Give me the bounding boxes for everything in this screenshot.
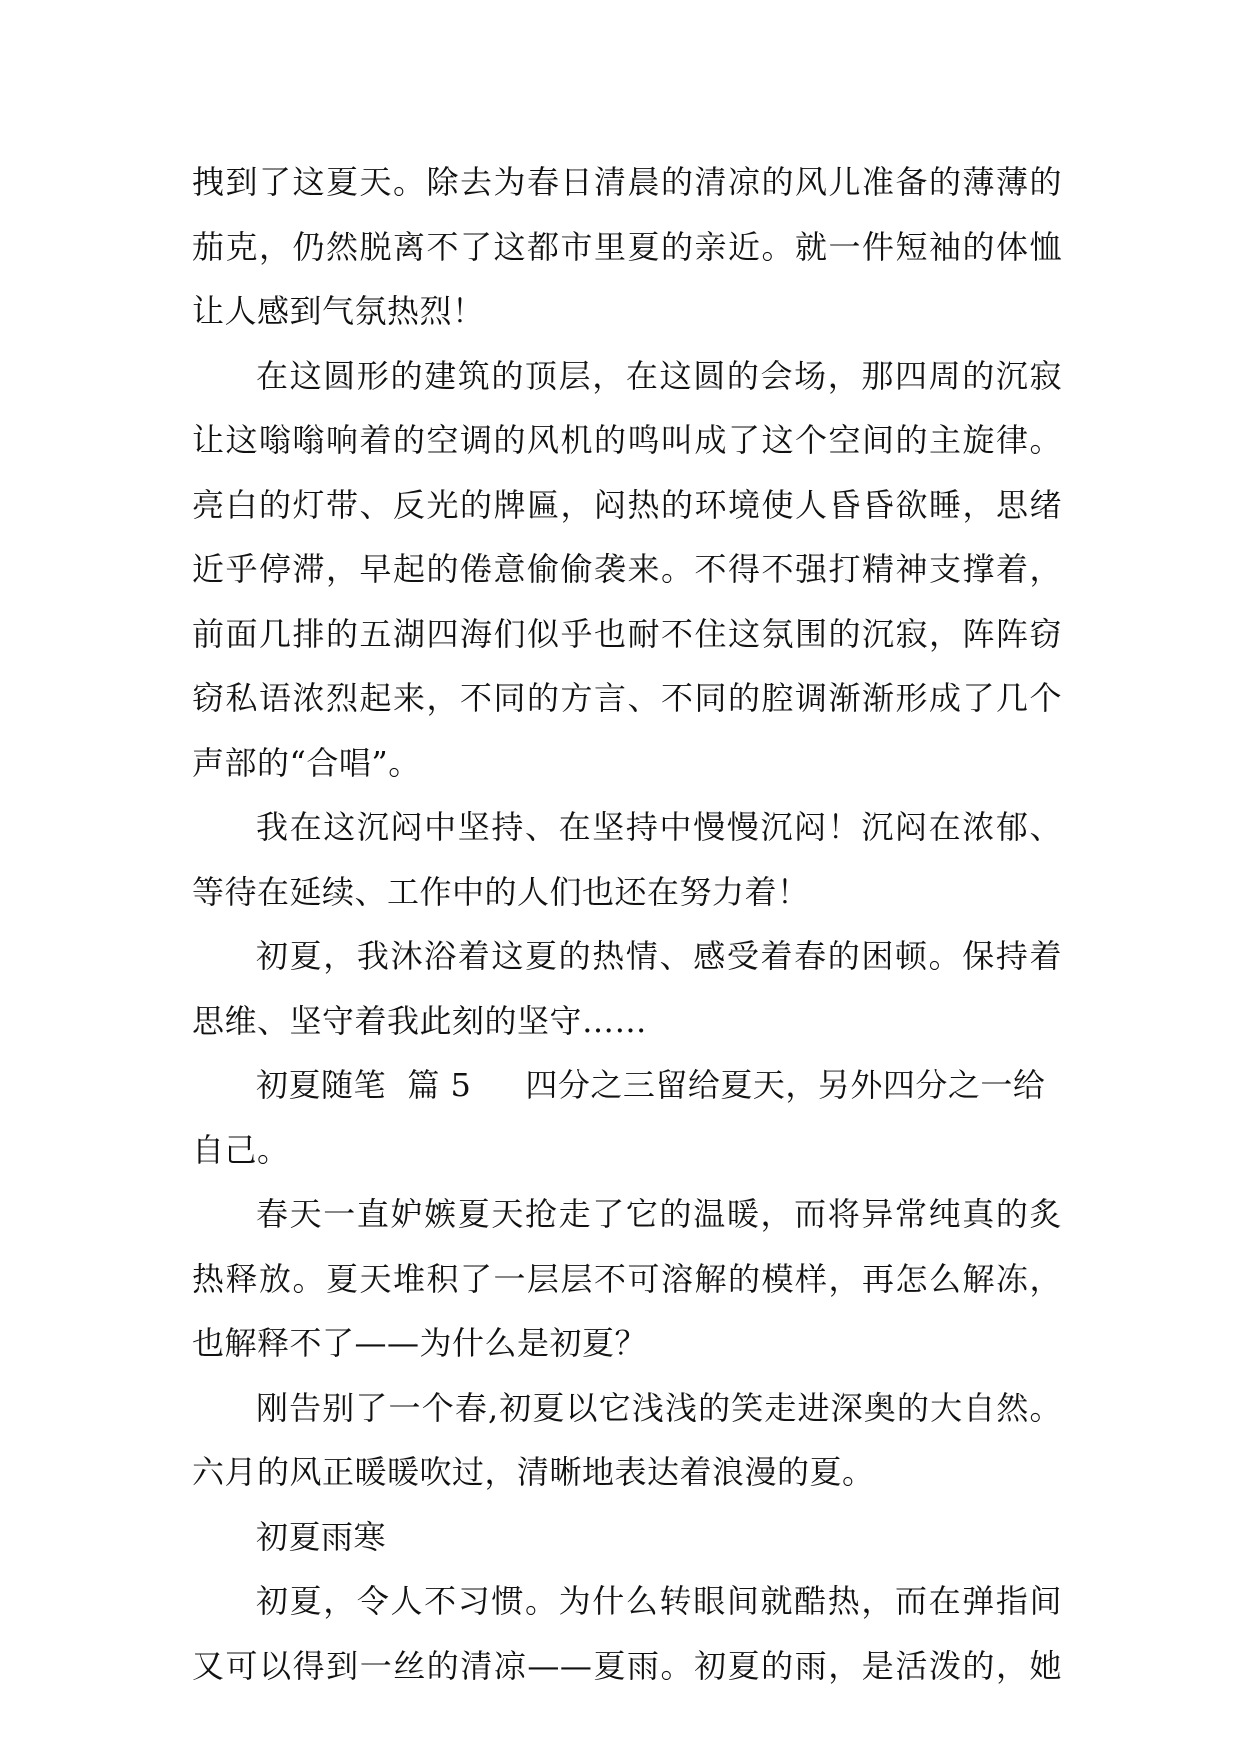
text-line: 自己。 [192, 1130, 290, 1169]
section-title: 初夏随笔 [256, 1066, 387, 1104]
text-line: 六月的风正暖暖吹过，清晰地表达着浪漫的夏。 [192, 1453, 875, 1491]
text-line: 前面几排的五湖四海们似乎也耐不住这氛围的沉寂，阵阵窃 [192, 614, 1062, 653]
text-line: 让这嗡嗡响着的空调的风机的鸣叫成了这个空间的主旋律。 [192, 421, 1062, 459]
text-line: 亮白的灯带、反光的牌匾，闷热的环境使人昏昏欲睡，思绪 [192, 485, 1062, 524]
paragraph-first-line: 刚告别了一个春,初夏以它浅浅的笑走进深奥的大自然。 [256, 1388, 1062, 1427]
text-line: 思维、坚守着我此刻的坚守…… [192, 1001, 648, 1040]
text-line: 窃私语浓烈起来，不同的方言、不同的腔调渐渐形成了几个 [192, 679, 1062, 717]
subheading: 初夏雨寒 [256, 1517, 387, 1556]
section-label: 篇 5 [407, 1066, 472, 1104]
body-text [192, 150, 1062, 1698]
text-line: 又可以得到一丝的清凉——夏雨。初夏的雨，是活泼的，她 [192, 1646, 1062, 1685]
paragraph-first-line: 春天一直妒嫉夏天抢走了它的温暖，而将异常纯真的炙 [256, 1195, 1062, 1233]
paragraph-first-line: 我在这沉闷中坚持、在坚持中慢慢沉闷！沉闷在浓郁、 [256, 808, 1062, 846]
text-line: 等待在延续、工作中的人们也还在努力着！ [192, 872, 810, 911]
text-line: 热释放。夏天堆积了一层层不可溶解的模样，再怎么解冻， [192, 1259, 1062, 1298]
text-line: 茄克，仍然脱离不了这都市里夏的亲近。就一件短袖的体恤 [192, 227, 1062, 266]
text-line: 也解释不了——为什么是初夏？ [192, 1324, 648, 1362]
text-line: 让人感到气氛热烈！ [192, 292, 485, 330]
text-line: 拽到了这夏天。除去为春日清晨的清凉的风儿准备的薄薄的 [192, 163, 1062, 201]
text-line: 近乎停滞，早起的倦意偷偷袭来。不得不强打精神支撑着， [192, 550, 1062, 588]
section-intro: 四分之三留给夏天，另外四分之一给 [525, 1066, 1046, 1104]
section-heading-line [192, 1053, 1062, 1118]
paragraph-first-line: 初夏，令人不习惯。为什么转眼间就酷热，而在弹指间 [256, 1582, 1062, 1620]
text-line: 声部的“合唱”。 [192, 743, 421, 782]
paragraph-first-line: 在这圆形的建筑的顶层，在这圆的会场，那四周的沉寂 [256, 356, 1062, 395]
paragraph-first-line: 初夏，我沐浴着这夏的热情、感受着春的困顿。保持着 [256, 937, 1062, 975]
